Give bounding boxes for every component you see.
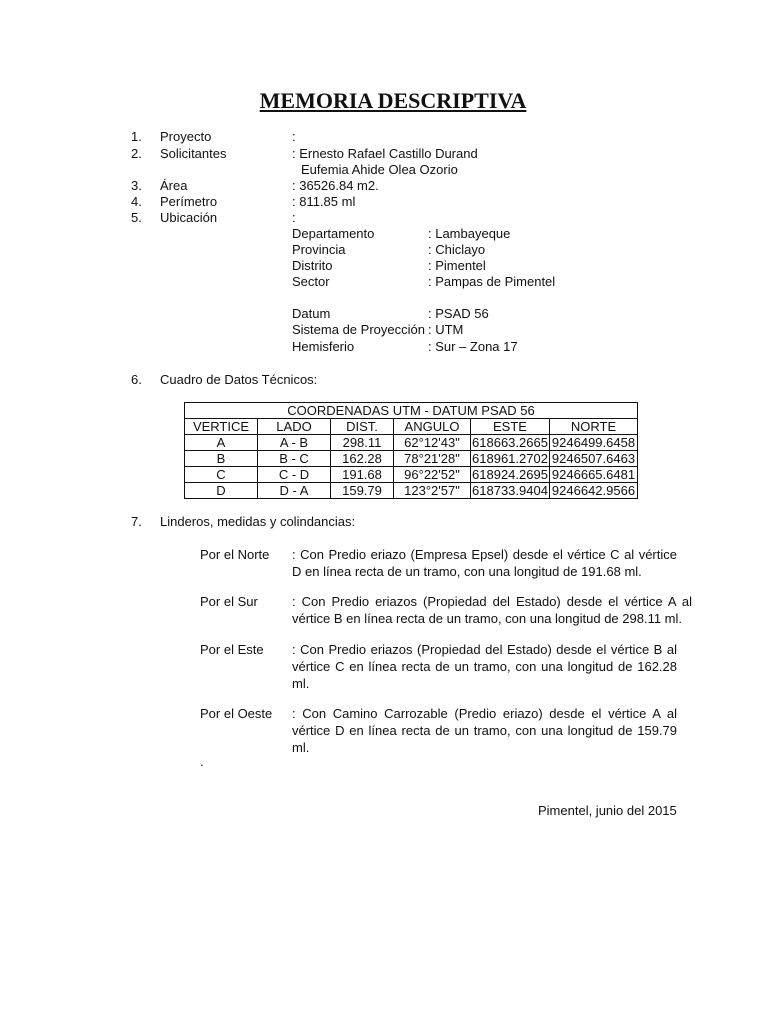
lindero-text: : Con Predio eriazos (Propiedad del Estado) desde el vértice A al vértice B en línea recta de un tramo, con una longitud de 298.11 ml. [292,594,692,626]
item-label: Área [160,178,188,193]
header-vertice: VERTICE [185,419,258,435]
cell-vertice: C [185,467,258,483]
detail-value: : Pimentel [428,258,486,273]
detail-key: Datum [292,306,331,321]
lindero-text: : Con Predio eriazos (Propiedad del Estado) desde el vértice B al vértice C en línea recta de un tramo, con una longitud de 162.28 ml. [292,642,677,691]
detail-key: Departamento [292,226,375,241]
item-value: : [292,129,296,144]
item-label: Ubicación [160,210,218,225]
header-norte: NORTE [550,419,638,435]
section-label: Linderos, medidas y colindancias: [160,514,356,529]
item-value: : Ernesto Rafael Castillo Durand [292,146,478,161]
cell-dist: 191.68 [331,467,394,483]
cell-norte: 9246642.9566 [550,483,638,499]
lindero-label: Por el Sur [200,594,258,609]
item-value: : [292,210,296,225]
table-caption-row [185,403,638,419]
cell-dist: 162.28 [331,451,394,467]
cell-lado: C - D [258,467,331,483]
cell-este: 618961.2702 [472,451,548,466]
detail-value: : Chiclayo [428,242,486,257]
cell-lado: B - C [258,451,331,467]
trailing-dot: . [200,754,204,769]
detail-value: : UTM [428,322,464,337]
coordinates-table [184,402,638,499]
item-value-continued: Eufemia Ahide Olea Ozorio [301,162,458,177]
detail-key: Distrito [292,258,333,273]
lindero-label: Por el Norte [200,547,270,562]
item-value: : 36526.84 m2. [292,178,379,193]
detail-key: Sector [292,274,330,289]
cell-angulo: 96°22'52" [394,467,471,483]
lindero-label: Por el Este [200,642,264,657]
item-number: 2. [131,146,142,161]
detail-value: : Sur – Zona 17 [428,339,518,354]
cell-este: 618924.2695 [472,467,548,482]
lindero-text: : Con Camino Carrozable (Predio eriazo) desde el vértice A al vértice D en línea recta de un tramo, con una longitud de 159.79 ml. [292,706,677,755]
cell-lado: D - A [258,483,331,499]
item-value: : 811.85 ml [292,194,356,209]
item-label: Solicitantes [160,146,227,161]
item-number: 1. [131,129,142,144]
lindero-label: Por el Oeste [200,706,273,721]
table-row [185,467,638,483]
header-dist: DIST. [331,419,394,435]
cell-este: 618663.2665 [472,435,548,450]
header-este: ESTE [471,419,550,435]
footer-place-date: Pimentel, junio del 2015 [538,803,677,818]
cell-dist: 159.79 [331,483,394,499]
cell-norte: 9246499.6458 [550,435,638,451]
detail-key: Hemisferio [292,339,355,354]
table-caption: COORDENADAS UTM - DATUM PSAD 56 [185,403,638,419]
cell-norte: 9246665.6481 [550,467,638,483]
cell-lado: A - B [258,435,331,451]
detail-value: : Pampas de Pimentel [428,274,556,289]
lindero-text: : Con Predio eriazo (Empresa Epsel) desde el vértice C al vértice D en línea recta de un tramo, con una longitud de 191.68 ml. [292,547,677,579]
table-row [185,435,638,451]
cell-dist: 298.11 [331,435,394,451]
table-row [185,451,638,467]
cell-angulo: 123°2'57" [394,483,471,499]
table-header-row [185,419,638,435]
detail-key: Sistema de Proyección [292,322,425,337]
detail-key: Provincia [292,242,346,257]
section-number: 7. [131,514,142,529]
document-title: MEMORIA DESCRIPTIVA [259,88,527,113]
cell-vertice: A [185,435,258,451]
table-row [185,483,638,499]
item-number: 5. [131,210,142,225]
section-number: 6. [131,372,142,387]
cell-angulo: 78°21'28" [394,451,471,467]
header-lado: LADO [258,419,331,435]
detail-value: : PSAD 56 [428,306,489,321]
item-label: Perímetro [160,194,218,209]
item-number: 3. [131,178,142,193]
item-number: 4. [131,194,142,209]
cell-este: 618733.9404 [472,483,548,498]
section-label: Cuadro de Datos Técnicos: [160,372,318,387]
cell-vertice: B [185,451,258,467]
item-label: Proyecto [160,129,212,144]
cell-vertice: D [185,483,258,499]
detail-value: : Lambayeque [428,226,511,241]
header-angulo: ANGULO [394,419,471,435]
cell-angulo: 62°12'43" [394,435,471,451]
cell-norte: 9246507.6463 [550,451,638,467]
